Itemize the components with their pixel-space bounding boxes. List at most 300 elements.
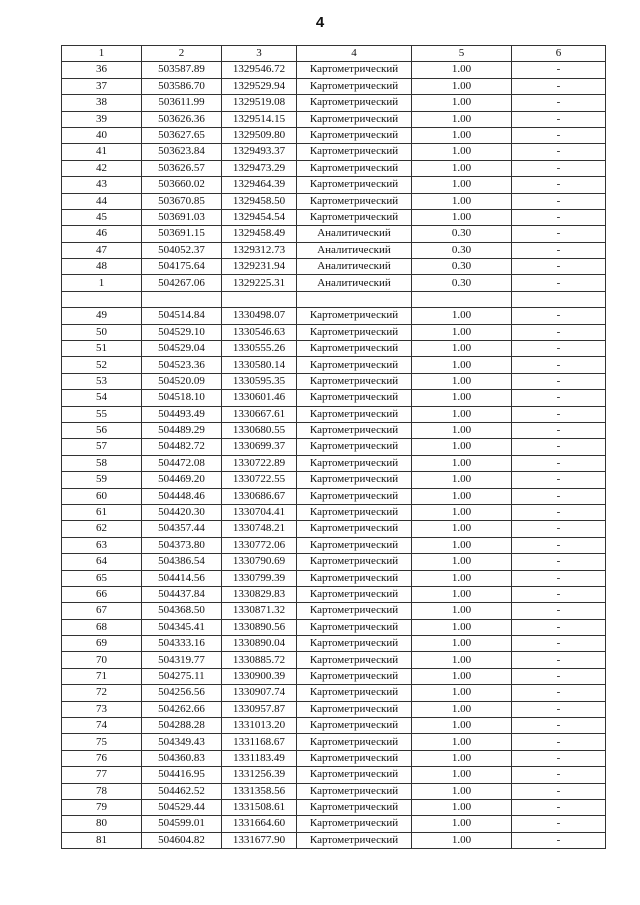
table-cell: Картометрический [297, 783, 412, 799]
table-cell: 504472.08 [142, 455, 222, 471]
table-row [62, 439, 606, 455]
table-row [62, 603, 606, 619]
table-cell: 48 [62, 259, 142, 275]
table-cell: 62 [62, 521, 142, 537]
table-row [62, 504, 606, 520]
table-cell: 37 [62, 78, 142, 94]
table-cell: 504529.10 [142, 324, 222, 340]
table-cell: - [512, 586, 606, 602]
table-cell: Картометрический [297, 734, 412, 750]
table-cell: 1.00 [412, 308, 512, 324]
table-row [62, 242, 606, 258]
table-cell: 1.00 [412, 619, 512, 635]
table-cell: 504319.77 [142, 652, 222, 668]
table-cell: 1.00 [412, 439, 512, 455]
table-cell: - [512, 324, 606, 340]
page-number: 4 [315, 14, 325, 31]
table-cell: - [512, 209, 606, 225]
table-row [62, 619, 606, 635]
table-cell: 36 [62, 62, 142, 78]
table-cell: 1331013.20 [222, 718, 297, 734]
table-row [62, 111, 606, 127]
table-cell: Картометрический [297, 390, 412, 406]
table-row [62, 767, 606, 783]
table-cell: - [512, 111, 606, 127]
table-cell: 504275.11 [142, 668, 222, 684]
table-cell: 504529.44 [142, 799, 222, 815]
table-cell: Картометрический [297, 619, 412, 635]
table-cell: 0.30 [412, 275, 512, 291]
table-cell: 504493.49 [142, 406, 222, 422]
table-cell: 504482.72 [142, 439, 222, 455]
table-cell: - [512, 341, 606, 357]
table-cell: 1329458.49 [222, 226, 297, 242]
table-cell: 504599.01 [142, 816, 222, 832]
table-cell: 1329464.39 [222, 177, 297, 193]
table-cell: 64 [62, 554, 142, 570]
table-cell: 1330699.37 [222, 439, 297, 455]
table-cell: Картометрический [297, 750, 412, 766]
table-cell: 1.00 [412, 799, 512, 815]
table-cell: 41 [62, 144, 142, 160]
table-cell: 75 [62, 734, 142, 750]
table-cell: 1330799.39 [222, 570, 297, 586]
table-cell: Аналитический [297, 259, 412, 275]
table-row [62, 636, 606, 652]
table-cell: 503691.15 [142, 226, 222, 242]
table-cell: 1.00 [412, 177, 512, 193]
table-row [62, 816, 606, 832]
table-row [62, 750, 606, 766]
table-cell: 44 [62, 193, 142, 209]
table-cell: - [512, 767, 606, 783]
table-cell: - [512, 521, 606, 537]
table-cell: 1330890.04 [222, 636, 297, 652]
table-cell: 1.00 [412, 554, 512, 570]
table-cell: Картометрический [297, 832, 412, 848]
table-cell: 503587.89 [142, 62, 222, 78]
table-cell: 503670.85 [142, 193, 222, 209]
table-cell: 66 [62, 586, 142, 602]
table-cell: 1.00 [412, 111, 512, 127]
table-cell: 1.00 [412, 95, 512, 111]
table-cell: Картометрический [297, 209, 412, 225]
table-cell: 504414.56 [142, 570, 222, 586]
table-cell: 1.00 [412, 718, 512, 734]
table-row [62, 177, 606, 193]
table-cell: 57 [62, 439, 142, 455]
table-cell: 1329473.29 [222, 160, 297, 176]
table-cell: 54 [62, 390, 142, 406]
table-cell: 504437.84 [142, 586, 222, 602]
table-cell: 73 [62, 701, 142, 717]
header-cell: 6 [512, 46, 606, 62]
table-cell: 1331256.39 [222, 767, 297, 783]
table-cell: - [512, 619, 606, 635]
table-cell: 69 [62, 636, 142, 652]
table-cell: 1330890.56 [222, 619, 297, 635]
table-cell: 1.00 [412, 537, 512, 553]
table-cell: - [512, 144, 606, 160]
table-body [62, 62, 606, 849]
table-cell: 1330667.61 [222, 406, 297, 422]
table-cell: Картометрический [297, 537, 412, 553]
table-cell: Картометрический [297, 78, 412, 94]
table-cell: 79 [62, 799, 142, 815]
table-cell: 1330722.89 [222, 455, 297, 471]
table-cell: 504360.83 [142, 750, 222, 766]
table-cell: 1 [62, 275, 142, 291]
table-row [62, 570, 606, 586]
table-cell: - [512, 472, 606, 488]
table-cell: 1.00 [412, 62, 512, 78]
table-cell: 1.00 [412, 144, 512, 160]
table-cell: 504462.52 [142, 783, 222, 799]
table-cell: 56 [62, 422, 142, 438]
table-cell: - [512, 652, 606, 668]
table-cell [142, 291, 222, 307]
table-cell: 43 [62, 177, 142, 193]
table-cell: Картометрический [297, 177, 412, 193]
table-cell: 1330957.87 [222, 701, 297, 717]
table-cell: Картометрический [297, 799, 412, 815]
table-cell: 1330601.46 [222, 390, 297, 406]
table-cell: - [512, 554, 606, 570]
table-cell: Картометрический [297, 472, 412, 488]
table-cell: 1329529.94 [222, 78, 297, 94]
table-cell: 503626.36 [142, 111, 222, 127]
table-cell: Картометрический [297, 816, 412, 832]
table-header-row [62, 46, 606, 62]
table-cell: 504518.10 [142, 390, 222, 406]
table-cell: 46 [62, 226, 142, 242]
table-cell: Картометрический [297, 308, 412, 324]
table-cell: 1.00 [412, 488, 512, 504]
table-row [62, 78, 606, 94]
table-row [62, 373, 606, 389]
table-cell: 1.00 [412, 767, 512, 783]
table-cell: Картометрический [297, 767, 412, 783]
table-row [62, 799, 606, 815]
table-cell: 504420.30 [142, 504, 222, 520]
table-cell: 1.00 [412, 127, 512, 143]
table-cell: 504288.28 [142, 718, 222, 734]
table-cell: 0.30 [412, 242, 512, 258]
table-cell: 1330790.69 [222, 554, 297, 570]
table-row [62, 422, 606, 438]
table-cell: Картометрический [297, 406, 412, 422]
table-cell: 1.00 [412, 373, 512, 389]
table-cell: Картометрический [297, 586, 412, 602]
table-cell: 1.00 [412, 504, 512, 520]
table-cell: 65 [62, 570, 142, 586]
table-row [62, 193, 606, 209]
table-cell: 1330885.72 [222, 652, 297, 668]
table-cell: - [512, 488, 606, 504]
table-cell: 1.00 [412, 341, 512, 357]
table-row [62, 652, 606, 668]
table-row [62, 308, 606, 324]
table-cell: 1331664.60 [222, 816, 297, 832]
table-row [62, 160, 606, 176]
table-cell: - [512, 193, 606, 209]
table-cell: 1.00 [412, 209, 512, 225]
table-cell [222, 291, 297, 307]
table-cell: - [512, 275, 606, 291]
table-cell: 503660.02 [142, 177, 222, 193]
table-cell: Картометрический [297, 554, 412, 570]
table-row [62, 324, 606, 340]
table-cell: 504262.66 [142, 701, 222, 717]
table-cell: 40 [62, 127, 142, 143]
table-cell: 1.00 [412, 78, 512, 94]
table-cell: 503586.70 [142, 78, 222, 94]
table-cell: 67 [62, 603, 142, 619]
header-cell: 4 [297, 46, 412, 62]
table-row [62, 783, 606, 799]
table-cell: 1330686.67 [222, 488, 297, 504]
table-cell: 1.00 [412, 685, 512, 701]
table-cell: - [512, 455, 606, 471]
table-cell [297, 291, 412, 307]
table-cell: - [512, 422, 606, 438]
table-cell: 1.00 [412, 472, 512, 488]
table-row [62, 390, 606, 406]
table-cell: 51 [62, 341, 142, 357]
table-cell: 1329514.15 [222, 111, 297, 127]
table-cell: Картометрический [297, 570, 412, 586]
table-cell: - [512, 816, 606, 832]
table-cell: 63 [62, 537, 142, 553]
table-cell: - [512, 701, 606, 717]
table-cell: 1330580.14 [222, 357, 297, 373]
coordinates-table [61, 45, 606, 849]
table-cell: Картометрический [297, 521, 412, 537]
table-cell: 504529.04 [142, 341, 222, 357]
table-cell: - [512, 259, 606, 275]
table-row [62, 144, 606, 160]
table-cell: 503627.65 [142, 127, 222, 143]
table-cell: 1329231.94 [222, 259, 297, 275]
table-cell: Картометрический [297, 504, 412, 520]
table-row [62, 226, 606, 242]
table-cell: 504514.84 [142, 308, 222, 324]
table-cell: Картометрический [297, 324, 412, 340]
table-cell: - [512, 718, 606, 734]
table-cell: 74 [62, 718, 142, 734]
table-cell: 1329546.72 [222, 62, 297, 78]
table-cell: 1.00 [412, 390, 512, 406]
table-cell: - [512, 127, 606, 143]
table-cell [62, 291, 142, 307]
table-cell: - [512, 62, 606, 78]
table-cell: 45 [62, 209, 142, 225]
table-row [62, 586, 606, 602]
table-cell: 1331183.49 [222, 750, 297, 766]
table-cell: 1331508.61 [222, 799, 297, 815]
table-cell: 0.30 [412, 259, 512, 275]
table-cell: 504357.44 [142, 521, 222, 537]
table-cell: - [512, 799, 606, 815]
table-cell: 59 [62, 472, 142, 488]
table-cell: 1329509.80 [222, 127, 297, 143]
table-row [62, 291, 606, 307]
table-cell: 0.30 [412, 226, 512, 242]
table-cell: 504345.41 [142, 619, 222, 635]
table-cell: 1.00 [412, 603, 512, 619]
table-cell: Аналитический [297, 226, 412, 242]
table-cell: 55 [62, 406, 142, 422]
table-cell: 503611.99 [142, 95, 222, 111]
table-cell: 42 [62, 160, 142, 176]
table-cell: 504520.09 [142, 373, 222, 389]
table-cell: 1330704.41 [222, 504, 297, 520]
table-cell: 1331358.56 [222, 783, 297, 799]
table-cell: 504373.80 [142, 537, 222, 553]
table-cell: 70 [62, 652, 142, 668]
table-cell: 1.00 [412, 193, 512, 209]
table-row [62, 62, 606, 78]
table-cell: Картометрический [297, 144, 412, 160]
table-cell: 49 [62, 308, 142, 324]
table-cell: 1330772.06 [222, 537, 297, 553]
table-cell: 503623.84 [142, 144, 222, 160]
table-cell: 1.00 [412, 406, 512, 422]
table-cell: 504604.82 [142, 832, 222, 848]
table-cell: 504368.50 [142, 603, 222, 619]
table-cell: Картометрический [297, 95, 412, 111]
table-cell: - [512, 832, 606, 848]
header-cell: 3 [222, 46, 297, 62]
table-cell: 1.00 [412, 636, 512, 652]
table-cell: Картометрический [297, 488, 412, 504]
table-cell: - [512, 685, 606, 701]
table-cell: 76 [62, 750, 142, 766]
table-cell: - [512, 783, 606, 799]
table-cell: 81 [62, 832, 142, 848]
table-cell: 60 [62, 488, 142, 504]
table-cell: 1329519.08 [222, 95, 297, 111]
table-cell: 1329454.54 [222, 209, 297, 225]
table-cell: 1330595.35 [222, 373, 297, 389]
table-cell: 504333.16 [142, 636, 222, 652]
header-cell: 5 [412, 46, 512, 62]
table-cell: - [512, 668, 606, 684]
table-cell: 1330546.63 [222, 324, 297, 340]
table-cell: 1.00 [412, 570, 512, 586]
table-cell: Картометрический [297, 341, 412, 357]
table-cell: Картометрический [297, 603, 412, 619]
table-cell: 1330829.83 [222, 586, 297, 602]
table-cell: 1.00 [412, 668, 512, 684]
table-cell: 1330907.74 [222, 685, 297, 701]
header-cell: 2 [142, 46, 222, 62]
table-cell: 1.00 [412, 816, 512, 832]
table-cell: - [512, 537, 606, 553]
table-cell: Картометрический [297, 668, 412, 684]
header-cell: 1 [62, 46, 142, 62]
table-cell: 71 [62, 668, 142, 684]
table-cell: 503691.03 [142, 209, 222, 225]
table-row [62, 488, 606, 504]
table-cell: - [512, 357, 606, 373]
table-cell: 39 [62, 111, 142, 127]
table-cell: - [512, 406, 606, 422]
table-cell: Картометрический [297, 160, 412, 176]
table-cell: 503626.57 [142, 160, 222, 176]
table-cell: - [512, 95, 606, 111]
table-cell: Картометрический [297, 636, 412, 652]
table-row [62, 209, 606, 225]
table-cell: 1.00 [412, 783, 512, 799]
table-row [62, 718, 606, 734]
table-cell: Картометрический [297, 373, 412, 389]
table-cell: 47 [62, 242, 142, 258]
table-row [62, 521, 606, 537]
table-cell: 504267.06 [142, 275, 222, 291]
table-cell: 504523.36 [142, 357, 222, 373]
table-cell: 504175.64 [142, 259, 222, 275]
table-cell: Картометрический [297, 685, 412, 701]
table-cell: - [512, 734, 606, 750]
table-row [62, 341, 606, 357]
table-cell: 1.00 [412, 357, 512, 373]
table-row [62, 537, 606, 553]
table-cell: Картометрический [297, 193, 412, 209]
table-cell: 78 [62, 783, 142, 799]
table-cell: - [512, 504, 606, 520]
table-cell: 1331168.67 [222, 734, 297, 750]
table-cell: - [512, 750, 606, 766]
table-cell: - [512, 78, 606, 94]
table-cell: 1329493.37 [222, 144, 297, 160]
table-cell: - [512, 570, 606, 586]
table-cell: Картометрический [297, 422, 412, 438]
table-cell: - [512, 636, 606, 652]
table-cell: 1330900.39 [222, 668, 297, 684]
table-cell: 1.00 [412, 422, 512, 438]
table-cell: Аналитический [297, 275, 412, 291]
table-row [62, 455, 606, 471]
table-cell: 1329225.31 [222, 275, 297, 291]
table-cell: 68 [62, 619, 142, 635]
table-row [62, 127, 606, 143]
table-row [62, 472, 606, 488]
table-cell: 504349.43 [142, 734, 222, 750]
table-cell: 1.00 [412, 832, 512, 848]
table-cell: 1330680.55 [222, 422, 297, 438]
table-cell: 1.00 [412, 324, 512, 340]
table-cell: 77 [62, 767, 142, 783]
table-cell: - [512, 242, 606, 258]
table-cell: 1.00 [412, 734, 512, 750]
table-cell: 1330871.32 [222, 603, 297, 619]
table-cell [512, 291, 606, 307]
table-cell: 504448.46 [142, 488, 222, 504]
table-cell: 1.00 [412, 652, 512, 668]
table-cell: - [512, 603, 606, 619]
table-cell: 504386.54 [142, 554, 222, 570]
table-row [62, 701, 606, 717]
table-cell: 1329458.50 [222, 193, 297, 209]
table-cell: 504469.20 [142, 472, 222, 488]
table-cell: Картометрический [297, 652, 412, 668]
table-row [62, 95, 606, 111]
table-cell: 1330555.26 [222, 341, 297, 357]
table-cell: Картометрический [297, 455, 412, 471]
table-row [62, 734, 606, 750]
table-cell: - [512, 439, 606, 455]
